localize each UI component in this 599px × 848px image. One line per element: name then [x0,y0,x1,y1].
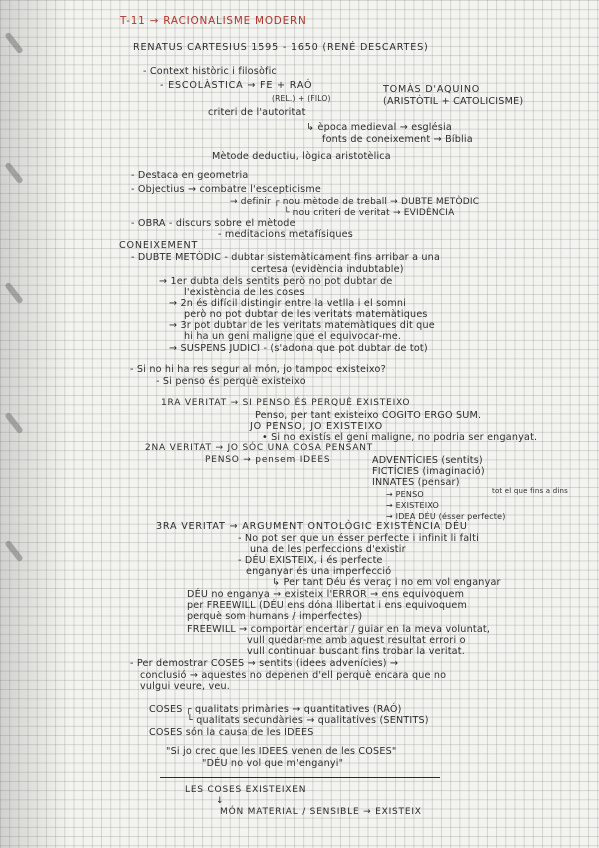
note-line: FICTÍCIES (imaginació) [372,466,485,477]
note-line: JO PENSO, JO EXISTEIXO [250,421,384,432]
note-line: - OBRA - discurs sobre el mètode [131,218,296,229]
note-line: → 3r pot dubtar de les veritats matemàtiques dit que [169,320,435,331]
note-line: RENATUS CARTESIUS 1595 - 1650 (RENÉ DESCARTES) [133,42,429,53]
note-line: → EXISTEIXO [386,501,439,510]
note-line: PENSO → pensem IDEES [205,455,331,465]
note-line: • Si no existís el geni maligne, no podria ser enganyat. [262,432,538,443]
note-line: 1RA VERITAT → SI PENSO ÉS PERQUÈ EXISTEIXO [161,398,411,408]
note-line: certesa (evidència indubtable) [251,264,404,275]
note-line: → SUSPENS JUDICI - (s'adona que pot dubtar de tot) [169,343,428,354]
note-line: ↳ Per tant Déu és veraç i no em vol enganyar [272,577,501,588]
note-line: DÉU no enganya → existeix l'ERROR → ens equivoquem [187,589,465,600]
note-line: - Si penso és perquè existeixo [156,376,306,387]
quote-line: "Si jo crec que les IDEES venen de les COSES" [166,746,397,757]
note-line: - DUBTE METÒDIC - dubtar sistemàticament fins arribar a una [131,252,441,263]
note-line: perquè som humans / imperfectes) [187,611,363,622]
note-line: ↳ època medieval → església [306,122,452,133]
note-line: - ESCOLÀSTICA → FE + RAÓ [160,80,313,91]
note-line: - Destaca en geometria [131,170,249,181]
note-line: per FREEWILL (DÉU ens dóna llibertat i ens equivoquem [187,600,468,611]
divider-line [160,777,440,778]
page-title: T-11 → RACIONALISME MODERN [120,15,307,27]
note-line: - Context històric i filosòfic [143,66,277,77]
note-line: → IDEA DÉU (ésser perfecte) [386,512,506,521]
note-line: → PENSO [386,490,424,499]
note-line: TOMÀS D'AQUINO [383,84,481,95]
note-line: └ nou criteri de veritat → EVIDÈNCIA [284,208,455,218]
note-line: → 1er dubta dels sentits però no pot dubtar de [159,276,393,287]
note-line: └ qualitats secundàries → qualitatives (SENTITS) [187,715,429,726]
note-line: INNATES (pensar) [372,477,460,488]
note-line: ADVENTÍCIES (sentits) [372,455,483,466]
note-line: Penso, per tant existeixo COGITO ERGO SUM. [255,410,482,421]
note-line: 2NA VERITAT → JO SÓC UNA COSA PENSANT [145,443,374,453]
note-line: → definir ┌ nou mètode de treball → DUBTE METÒDIC [230,197,480,207]
note-line: una de les perfeccions d'existir [250,544,406,555]
section-heading: CONEIXEMENT [119,240,199,251]
note-line: tot el que fins a dins [492,487,568,495]
note-line: - DÉU EXISTEIX, i és perfecte [238,555,383,566]
note-line: COSES ┌ qualitats primàries → quantitatives (RAÓ) [149,704,402,715]
quote-line: "DÉU no vol que m'enganyi" [202,758,344,769]
note-line: - No pot ser que un ésser perfecte i infinit li falti [238,533,479,544]
note-line: 3RA VERITAT → ARGUMENT ONTOLÒGIC EXISTÈNCIA DÉU [156,521,468,532]
note-line: criteri de l'autoritat [208,107,306,118]
note-line: vull quedar-me amb aquest resultat errori o [247,635,466,646]
note-line: COSES són la causa de les IDEES [149,727,314,738]
note-line: - Objectius → combatre l'escepticisme [131,184,322,195]
down-arrow-icon: ↓ [216,796,224,806]
note-line: - meditacions metafísiques [218,229,353,240]
note-line: (REL.) + (FILO) [272,94,331,103]
note-line: vulgui veure, veu. [140,681,231,692]
note-line: - Si no hi ha res segur al món, jo tampoc existeixo? [130,364,386,375]
note-line: → 2n és difícil distingir entre la vetlla i el somni [169,298,407,309]
note-line: conclusió → aquestes no depenen d'ell perquè encara que no [140,670,447,681]
note-line: enganyar és una imperfecció [246,566,392,577]
note-line: l'existència de les coses [184,287,305,298]
note-line: - Per demostrar COSES → sentits (idees advenícies) → [130,658,399,669]
note-line: LES COSES EXISTEIXEN [185,785,307,795]
note-line: FREEWILL → comportar encertar / guiar en la meva voluntat, [187,624,491,635]
note-line: (ARISTÒTIL + CATOLICISME) [383,96,524,107]
note-line: fonts de coneixement → Bíblia [322,134,473,145]
note-line: però no pot dubtar de les veritats matemàtiques [184,309,428,320]
note-line: vull continuar buscant fins trobar la veritat. [247,646,465,657]
note-line: Mètode deductiu, lògica aristotèlica [212,151,391,162]
note-line: hi ha un geni maligne que el equivocar-me. [184,331,402,342]
note-line: MÓN MATERIAL / SENSIBLE → EXISTEIX [220,807,422,817]
